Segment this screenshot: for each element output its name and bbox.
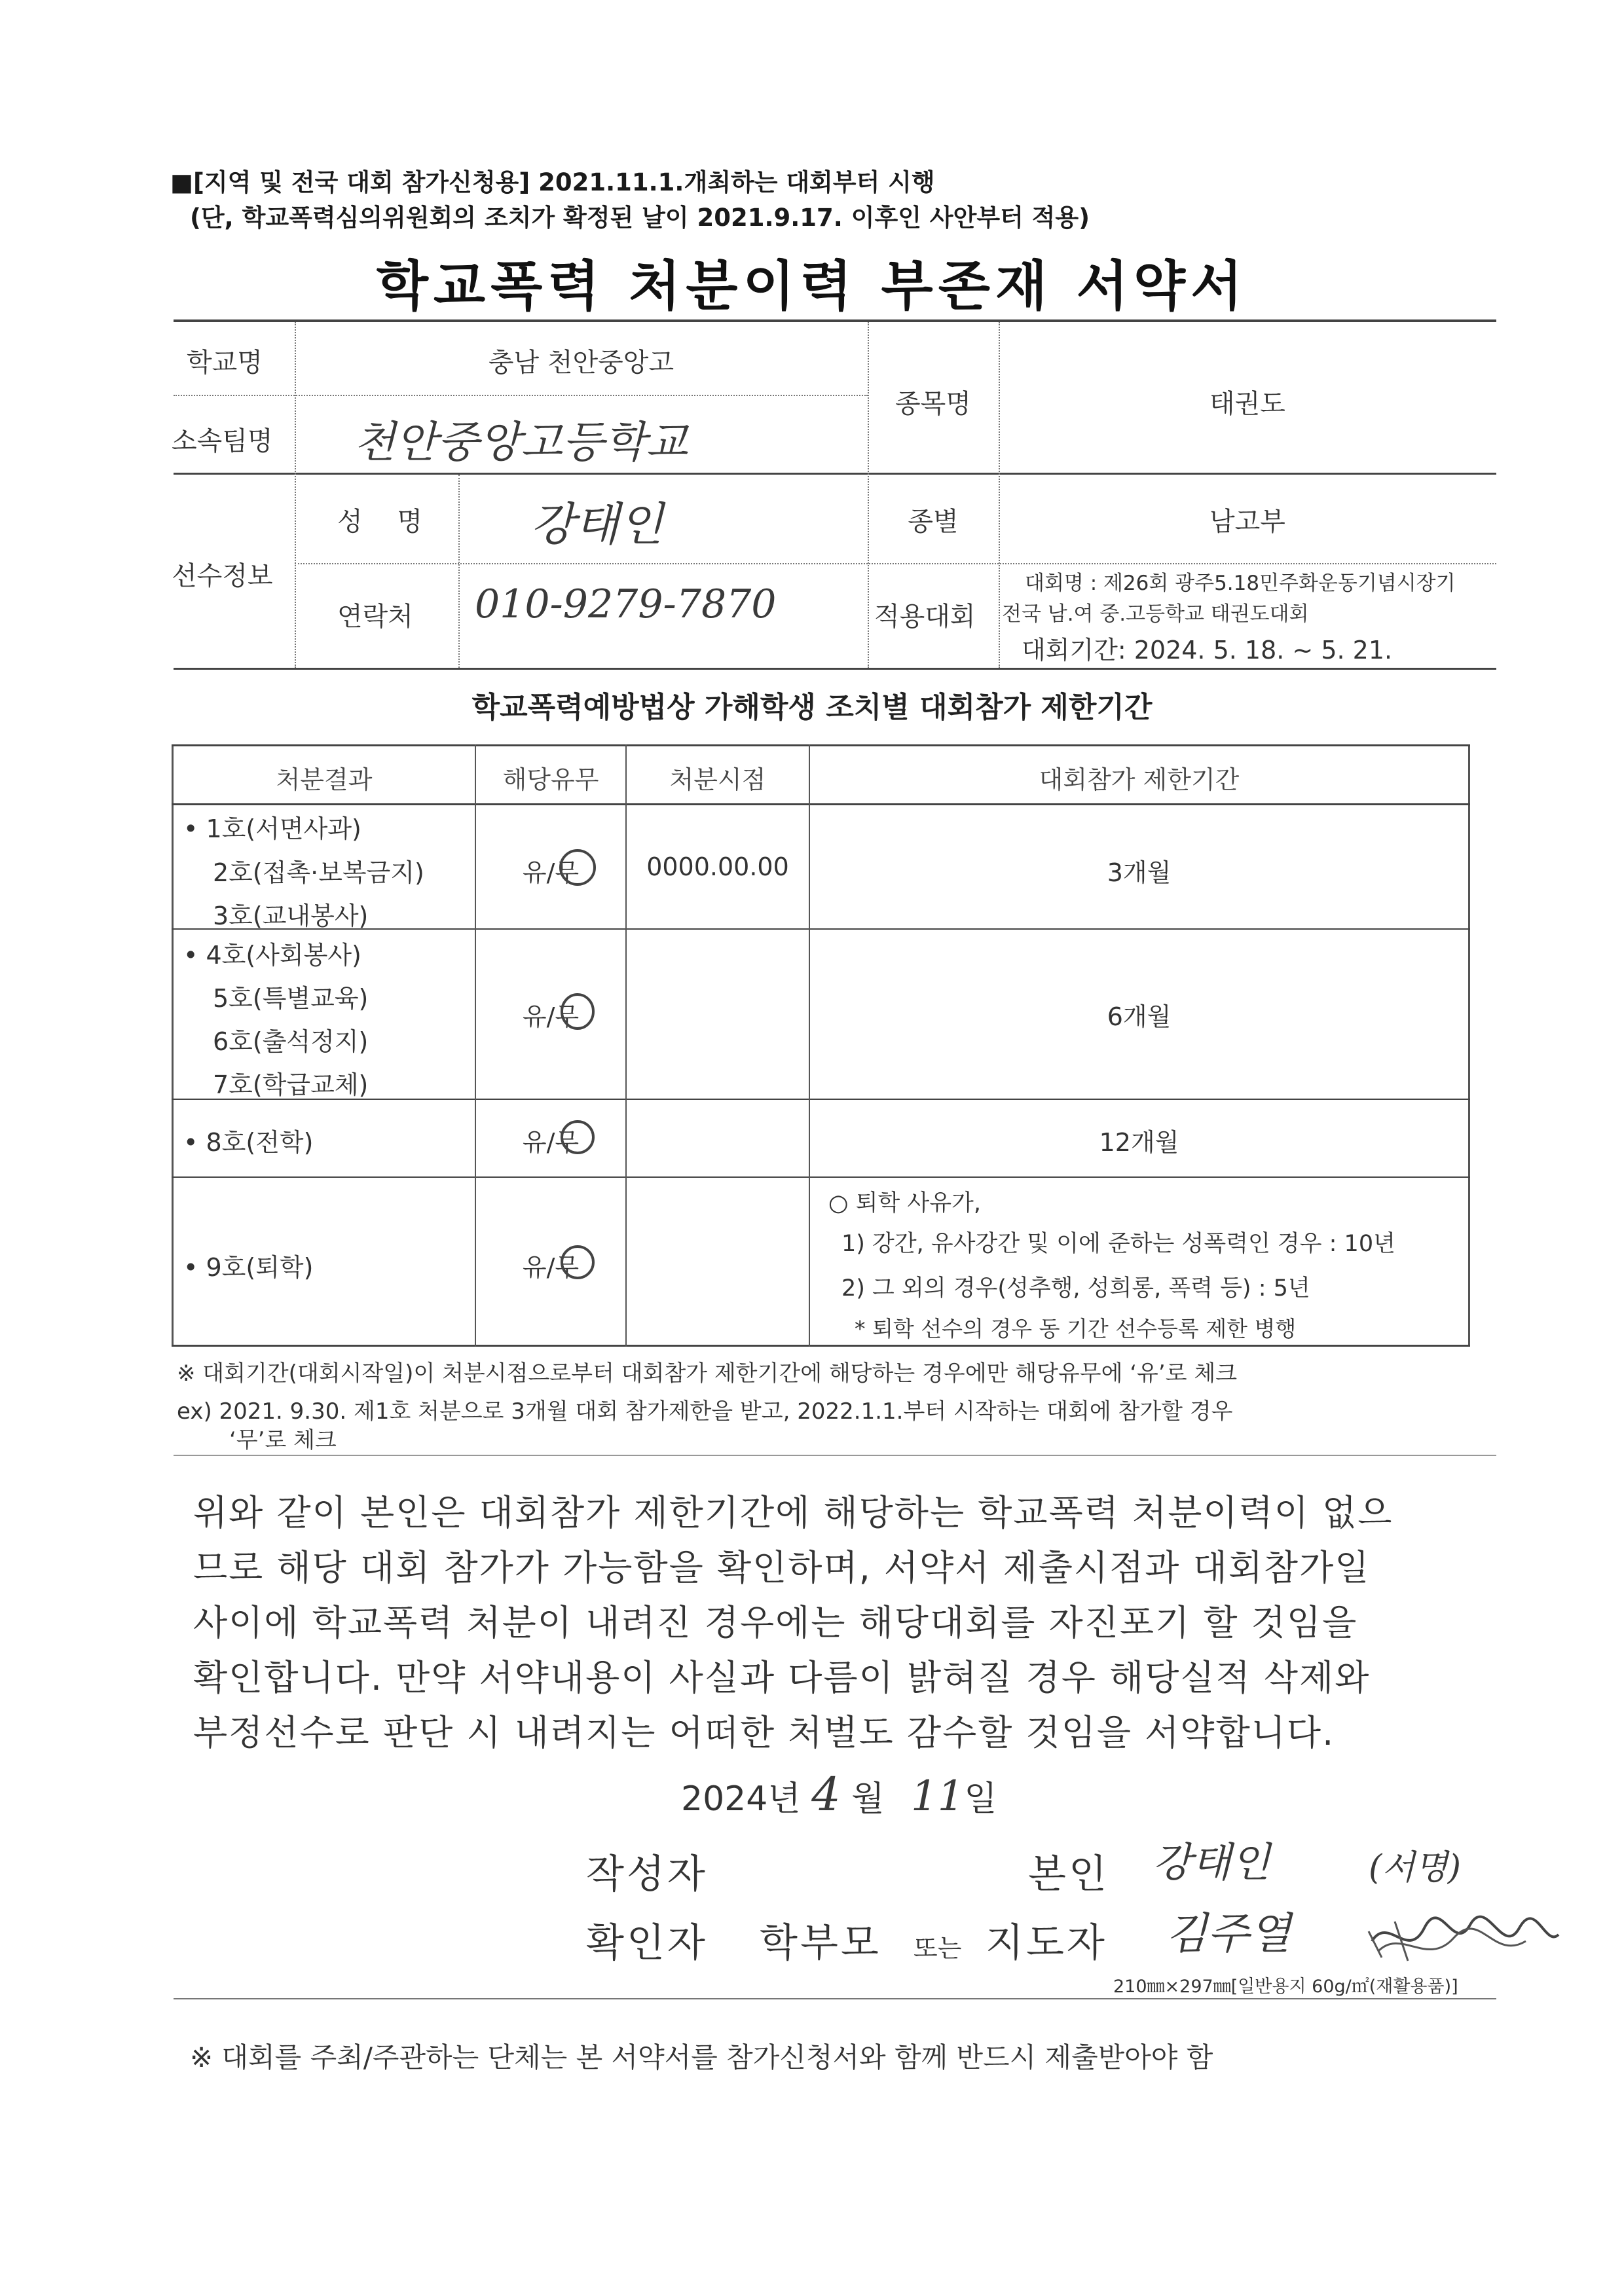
coach-label: 지도자 xyxy=(986,1920,1107,1966)
limit-period: 12개월 xyxy=(1099,1128,1179,1157)
competition-name: 대회명 : 제26회 광주5.18민주화운동기념시장기 xyxy=(1025,572,1456,595)
self-signature-handwritten: 강태인 xyxy=(1153,1838,1270,1886)
disposition-item: 2호(접촉·보복금지) xyxy=(213,858,424,887)
team-label: 소속팀명 xyxy=(172,426,273,456)
disposition-item: • 4호(사회봉사) xyxy=(183,941,361,970)
note-line-1: ※ 대회기간(대회시작일)이 처분시점으로부터 대회참가 제한기간에 해당하는 경우에만 해당유무에 ‘유’로 체크 xyxy=(177,1360,1238,1387)
disposition-item: 6호(출석정지) xyxy=(213,1027,369,1056)
contact-label: 연락처 xyxy=(337,602,413,632)
col-header-applicable: 해당유무 xyxy=(502,765,599,794)
expulsion-reason-1: 1) 강간, 유사강간 및 이에 준하는 성폭력인 경우 : 10년 xyxy=(841,1231,1395,1257)
note-line-3: ‘무’로 체크 xyxy=(229,1427,337,1453)
col-header-date: 처분시점 xyxy=(669,765,766,794)
school-label: 학교명 xyxy=(187,348,263,378)
status-yes-no: 유/무 xyxy=(522,858,580,887)
paper-spec: 210㎜×297㎜[일반용지 60g/㎡(재활용품)] xyxy=(1113,1977,1458,1997)
confirmer-label: 확인자 xyxy=(586,1920,708,1966)
event-label: 종목명 xyxy=(895,389,971,419)
disposition-item: 7호(학급교체) xyxy=(213,1070,369,1099)
expulsion-reason-note: * 퇴학 선수의 경우 동 기간 선수등록 제한 병행 xyxy=(855,1316,1297,1341)
player-info-label: 선수정보 xyxy=(172,561,273,591)
division-label: 종별 xyxy=(908,507,959,537)
contact-value-handwritten: 010-9279-7870 xyxy=(475,581,777,627)
coach-signature-handwritten: 김주열 xyxy=(1166,1908,1291,1959)
note-line-2: ex) 2021. 9.30. 제1호 처분으로 3개월 대회 참가제한을 받고, 2022.1.1.부터 시작하는 대회에 참가할 경우 xyxy=(177,1398,1233,1425)
name-value-handwritten: 강태인 xyxy=(530,498,663,551)
division-value: 남고부 xyxy=(1209,507,1285,537)
applied-competition-label: 적용대회 xyxy=(874,602,976,632)
date-year: 2024년 xyxy=(681,1779,801,1819)
disposition-item: • 9호(퇴학) xyxy=(183,1253,314,1282)
date-month-handwritten: 4 xyxy=(811,1768,841,1821)
name-label: 성 명 xyxy=(337,507,422,537)
team-value-handwritten: 천안중앙고등학교 xyxy=(354,417,688,467)
pledge-line-2: 므로 해당 대회 참가가 가능함을 확인하며, 서약서 제출시점과 대회참가일 xyxy=(193,1547,1371,1588)
competition-period: 대회기간: 2024. 5. 18. ~ 5. 21. xyxy=(1022,636,1393,665)
coach-seal-scribble-icon xyxy=(1362,1902,1572,1974)
status-yes-no: 유/무 xyxy=(522,1128,580,1157)
document-title: 학교폭력 처분이력 부존재 서약서 xyxy=(376,255,1248,318)
limit-period: 6개월 xyxy=(1107,1002,1172,1031)
writer-label: 작성자 xyxy=(586,1851,708,1897)
parent-label: 학부모 xyxy=(760,1920,881,1966)
date-month-unit: 월 xyxy=(851,1779,885,1819)
disposition-item: 3호(교내봉사) xyxy=(213,902,369,930)
disposition-item: 5호(특별교육) xyxy=(213,984,369,1013)
disposition-item: • 8호(전학) xyxy=(183,1128,314,1157)
self-seal-signature: (서명) xyxy=(1369,1848,1462,1887)
col-header-limit: 대회참가 제한기간 xyxy=(1039,765,1240,794)
self-label: 본인 xyxy=(1028,1851,1109,1897)
pledge-line-1: 위와 같이 본인은 대회참가 제한기간에 해당하는 학교폭력 처분이력이 없으 xyxy=(193,1492,1393,1533)
expulsion-reason-heading: ○ 퇴학 사유가, xyxy=(828,1190,981,1216)
notice-line-2: (단, 학교폭력심의위원회의 조치가 확정된 날이 2021.9.17. 이후인 사안부터 적용) xyxy=(190,204,1090,232)
status-yes-no: 유/무 xyxy=(522,1253,580,1282)
event-value: 태권도 xyxy=(1209,389,1285,419)
footer-notice: ※ 대회를 주최/주관하는 단체는 본 서약서를 참가신청서와 함께 반드시 제출받아야 함 xyxy=(190,2041,1213,2073)
disposition-item: • 1호(서면사과) xyxy=(183,814,361,843)
date-day-handwritten: 11 xyxy=(910,1772,965,1821)
pledge-line-4: 확인합니다. 만약 서약내용이 사실과 다름이 밝혀질 경우 해당실적 삭제와 xyxy=(193,1657,1371,1698)
expulsion-reason-2: 2) 그 외의 경우(성추행, 성희롱, 폭력 등) : 5년 xyxy=(841,1275,1310,1302)
pledge-date xyxy=(681,1768,997,1821)
competition-name-2: 전국 남.여 중.고등학교 태권도대회 xyxy=(1002,602,1309,626)
disposition-date: 0000.00.00 xyxy=(646,852,789,881)
limit-period: 3개월 xyxy=(1107,858,1172,887)
school-value: 충남 천안중앙고 xyxy=(488,348,674,378)
date-day-unit: 일 xyxy=(964,1779,997,1819)
col-header-result: 처분결과 xyxy=(276,765,373,794)
status-yes-no: 유/무 xyxy=(522,1002,580,1031)
or-label: 또는 xyxy=(913,1934,962,1963)
notice-line-1: ■[지역 및 전국 대회 참가신청용] 2021.11.1.개최하는 대회부터 시행 xyxy=(170,168,935,196)
pledge-line-3: 사이에 학교폭력 처분이 내려진 경우에는 해당대회를 자진포기 할 것임을 xyxy=(193,1602,1358,1643)
pledge-line-5: 부정선수로 판단 시 내려지는 어떠한 처벌도 감수할 것임을 서약합니다. xyxy=(193,1712,1335,1753)
restriction-subheading: 학교폭력예방법상 가해학생 조치별 대회참가 제한기간 xyxy=(471,691,1153,724)
